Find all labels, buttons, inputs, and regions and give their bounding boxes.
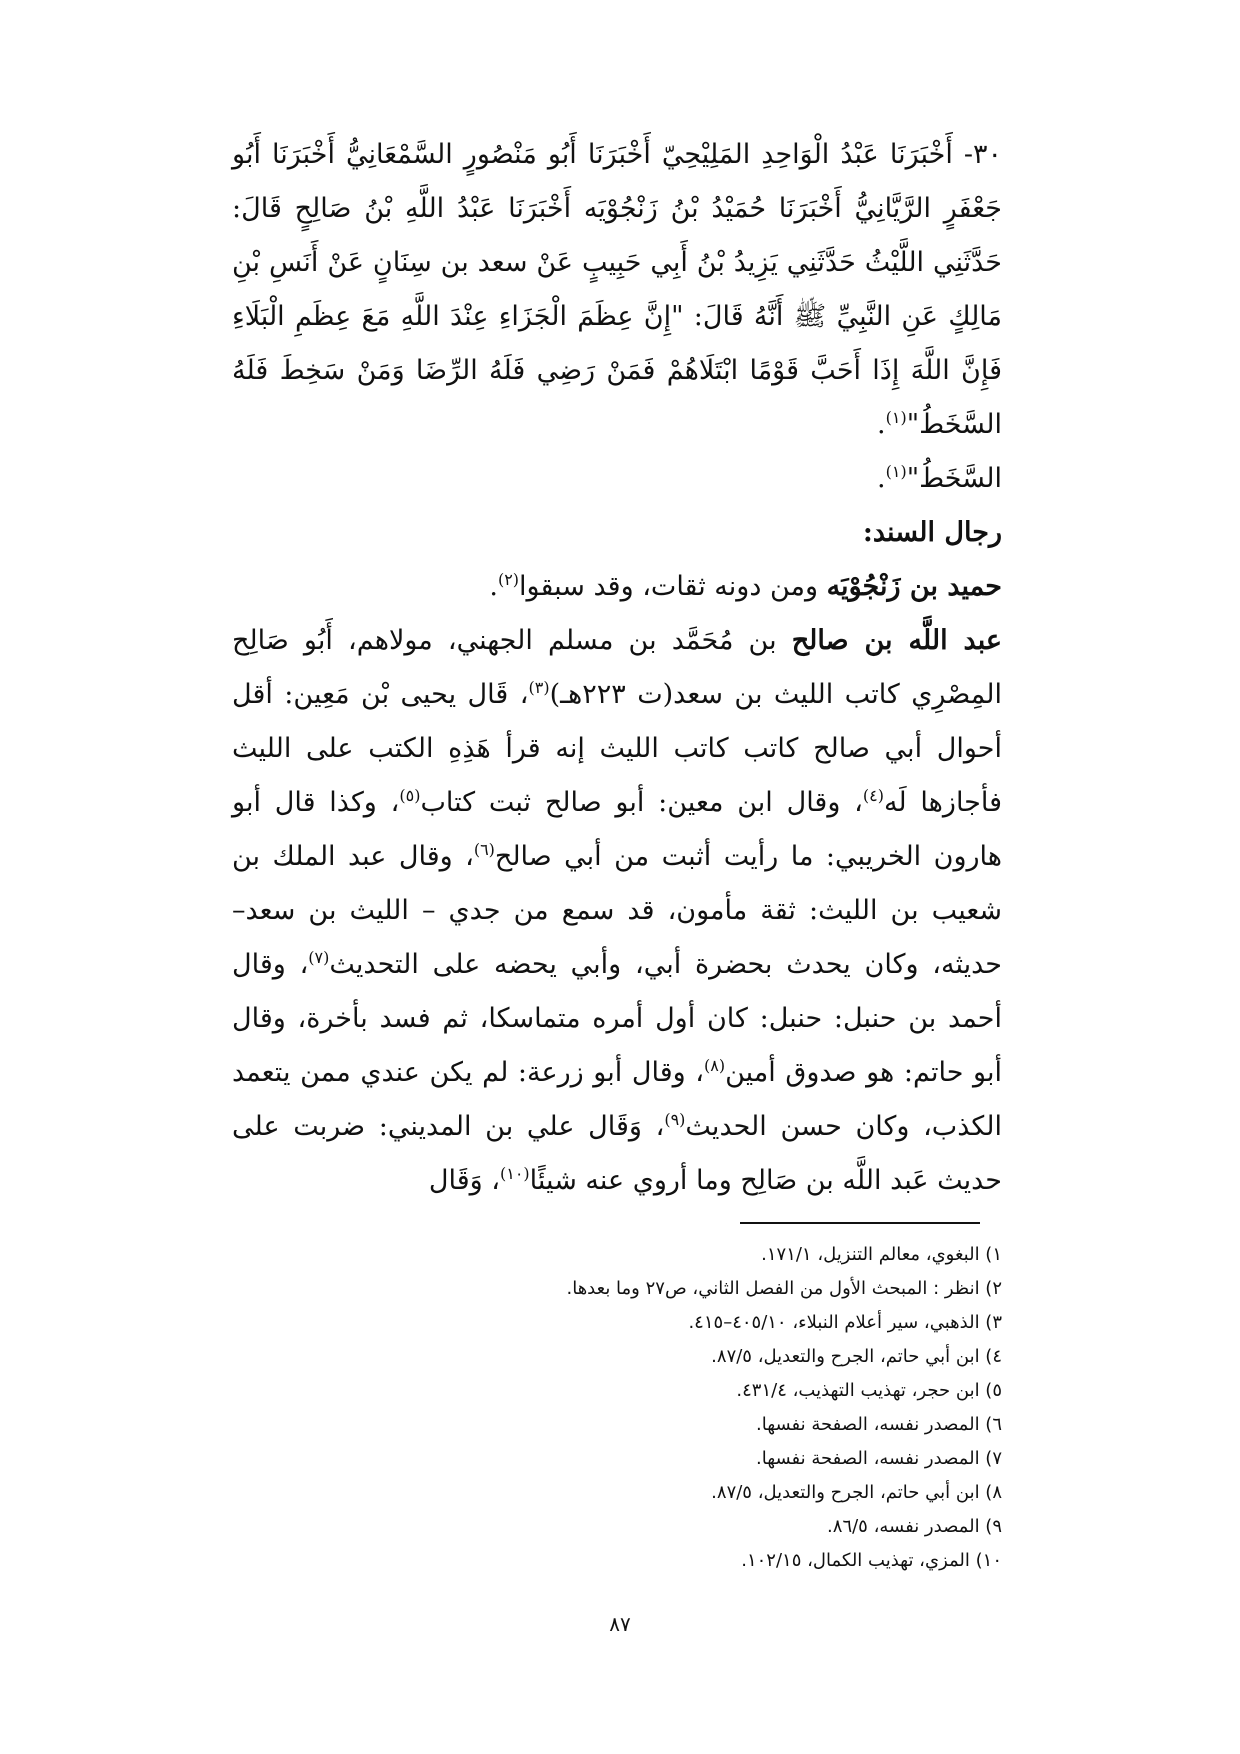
footnote-ref: (١) [885,408,907,427]
footnote-ref: (٧) [308,948,330,967]
footnote-item: ١) البغوي، معالم التنزيل، ١٧١/١. [761,1244,1002,1265]
footnote-item: ٦) المصدر نفسه، الصفحة نفسها. [755,1414,1002,1435]
narrator-name: حميد بن زَنْجُوْيَه [826,571,1002,602]
footnote-item: ٢) انظر : المبحث الأول من الفصل الثاني، ص٢٧ وما بعدها. [566,1278,1002,1299]
footnote-ref: (٤) [862,786,884,805]
footnote-item: ٩) المصدر نفسه، ٨٦/٥. [827,1516,1002,1537]
footnote-ref: (٩) [664,1110,686,1129]
footnote-item: ٧) المصدر نفسه، الصفحة نفسها. [755,1448,1002,1469]
hadith-body: ٣٠- أَخْبَرَنَا عَبْدُ الْوَاحِدِ المَلِيْحِيّ أَخْبَرَنَا أَبُو مَنْصُورٍ السَّمْعَانِيُّ أَخْبَرَنَا أَبُو جَعْفَرٍ الرَّيَّانِيُّ أَخْبَرَنَا حُمَيْدُ بْنُ زَنْجُوْيَه أَخْبَرَنَا عَبْدُ اللَّهِ بْنُ صَالِحٍ قَالَ: حَدَّثَنِي اللَّيْثُ حَدَّثَنِي يَزِيدُ بْنُ أَبِي حَبِيبٍ عَنْ سعد بن سِنَانٍ عَنْ أَنَسِ بْنِ مَالِكٍ عَنِ النَّبِيِّ ﷺ أَنَّهُ قَالَ: "إِنَّ عِظَمَ الْجَزَاءِ عِنْدَ اللَّهِ مَعَ عِظَمِ الْبَلَاءِ فَإِنَّ اللَّهَ إِذَا أَحَبَّ قَوْمًا ابْتَلَاهُمْ فَمَنْ رَضِي فَلَهُ الرِّضَا وَمَنْ سَخِطَ فَلَهُ السَّخَطُ" [232,139,1002,440]
footnote-ref: (٥) [399,786,421,805]
main-text [232,128,1002,1208]
footnote-ref: (٣) [528,678,550,697]
footnote-ref: (٢) [497,570,520,589]
narrator-name: عبد اللَّه بن صالح [791,625,1002,656]
footnote-divider [740,1222,980,1224]
page-number: ٨٧ [609,1612,631,1636]
footnote-ref: (١) [885,462,907,481]
section-heading: رجال السند: [862,517,1002,548]
paragraph-humaid: حميد بن زَنْجُوْيَه ومن دونه ثقات، وقد سبقوا$^{(٢)}$. [489,570,1002,602]
footnote-item: ٨) ابن أبي حاتم، الجرح والتعديل، ٨٧/٥. [711,1482,1002,1503]
hadith-continuation: السَّخَطُ"$^{(١)}$. [877,462,1002,494]
footnote-item: ١٠) المزي، تهذيب الكمال، ١٠٢/١٥. [741,1550,1002,1571]
hadith-text: ٣٠- أَخْبَرَنَا عَبْدُ الْوَاحِدِ المَلِيْحِيّ أَخْبَرَنَا أَبُو مَنْصُورٍ السَّمْعَانِيُّ أَخْبَرَنَا أَبُو جَعْفَرٍ الرَّيَّانِيُّ أَخْبَرَنَا حُمَيْدُ بْنُ زَنْجُوْيَه أَخْبَرَنَا عَبْدُ اللَّهِ بْنُ صَالِحٍ قَالَ: حَدَّثَنِي اللَّيْثُ حَدَّثَنِي يَزِيدُ بْنُ أَبِي حَبِيبٍ عَنْ سعد بن سِنَانٍ عَنْ أَنَسِ بْنِ مَالِكٍ عَنِ النَّبِيِّ ﷺ أَنَّهُ قَالَ: "إِنَّ عِظَمَ الْجَزَاءِ عِنْدَ اللَّهِ مَعَ عِظَمِ الْبَلَاءِ فَإِنَّ اللَّهَ إِذَا أَحَبَّ قَوْمًا ابْتَلَاهُمْ فَمَنْ رَضِي فَلَهُ الرِّضَا وَمَنْ سَخِطَ فَلَهُ السَّخَطُ"$^{(١)}$. [232,139,1002,440]
footnote-item: ٣) الذهبي، سير أعلام النبلاء، ٤٠٥/١٠–٤١٥. [688,1312,1002,1333]
paragraph-abdullah: عبد اللَّه بن صالح بن مُحَمَّد بن مسلم الجهني، مولاهم، أَبُو صَالِح المِصْرِي كاتب الليث بن سعد(ت ٢٢٣هـ)$^{(٣)}$، قَال يحيى بْن مَعِين: أقل أحوال أبي صالح كاتب كاتب الليث إنه قرأ هَذِهِ الكتب على الليث فأجازها لَه$^{(٤)}$، وقال ابن معين: أبو صالح ثبت كتاب$^{(٥)}$، وكذا قال أبو هارون الخريبي: ما رأيت أثبت من أبي صالح$^{(٦)}$، وقال عبد الملك بن شعيب بن الليث: ثقة مأمون، قد سمع من جدي – الليث بن سعد– حديثه، وكان يحدث بحضرة أبي، وأبي يحضه على التحديث$^{(٧)}$، وقال أحمد بن حنبل: حنبل: كان أول أمره متماسكا، ثم فسد بأخرة، وقال أبو حاتم: هو صدوق أمين$^{(٨)}$، وقال أبو زرعة: لم يكن عندي ممن يتعمد الكذب، وكان حسن الحديث$^{(٩)}$، وَقَال علي بن المديني: ضربت على حديث عَبد اللَّه بن صَالِح وما أروي عنه شيئًا$^{(١٠)}$، وَقَال [232,625,1003,1196]
footnote-item: ٤) ابن أبي حاتم، الجرح والتعديل، ٨٧/٥. [711,1346,1002,1367]
footnotes-list [232,1238,1002,1578]
footnote-ref: (٦) [473,840,495,859]
footnote-ref: (٨) [704,1056,726,1075]
footnote-item: ٥) ابن حجر، تهذيب التهذيب، ٤٣١/٤. [736,1380,1002,1401]
footnote-ref: (١٠) [499,1164,530,1183]
